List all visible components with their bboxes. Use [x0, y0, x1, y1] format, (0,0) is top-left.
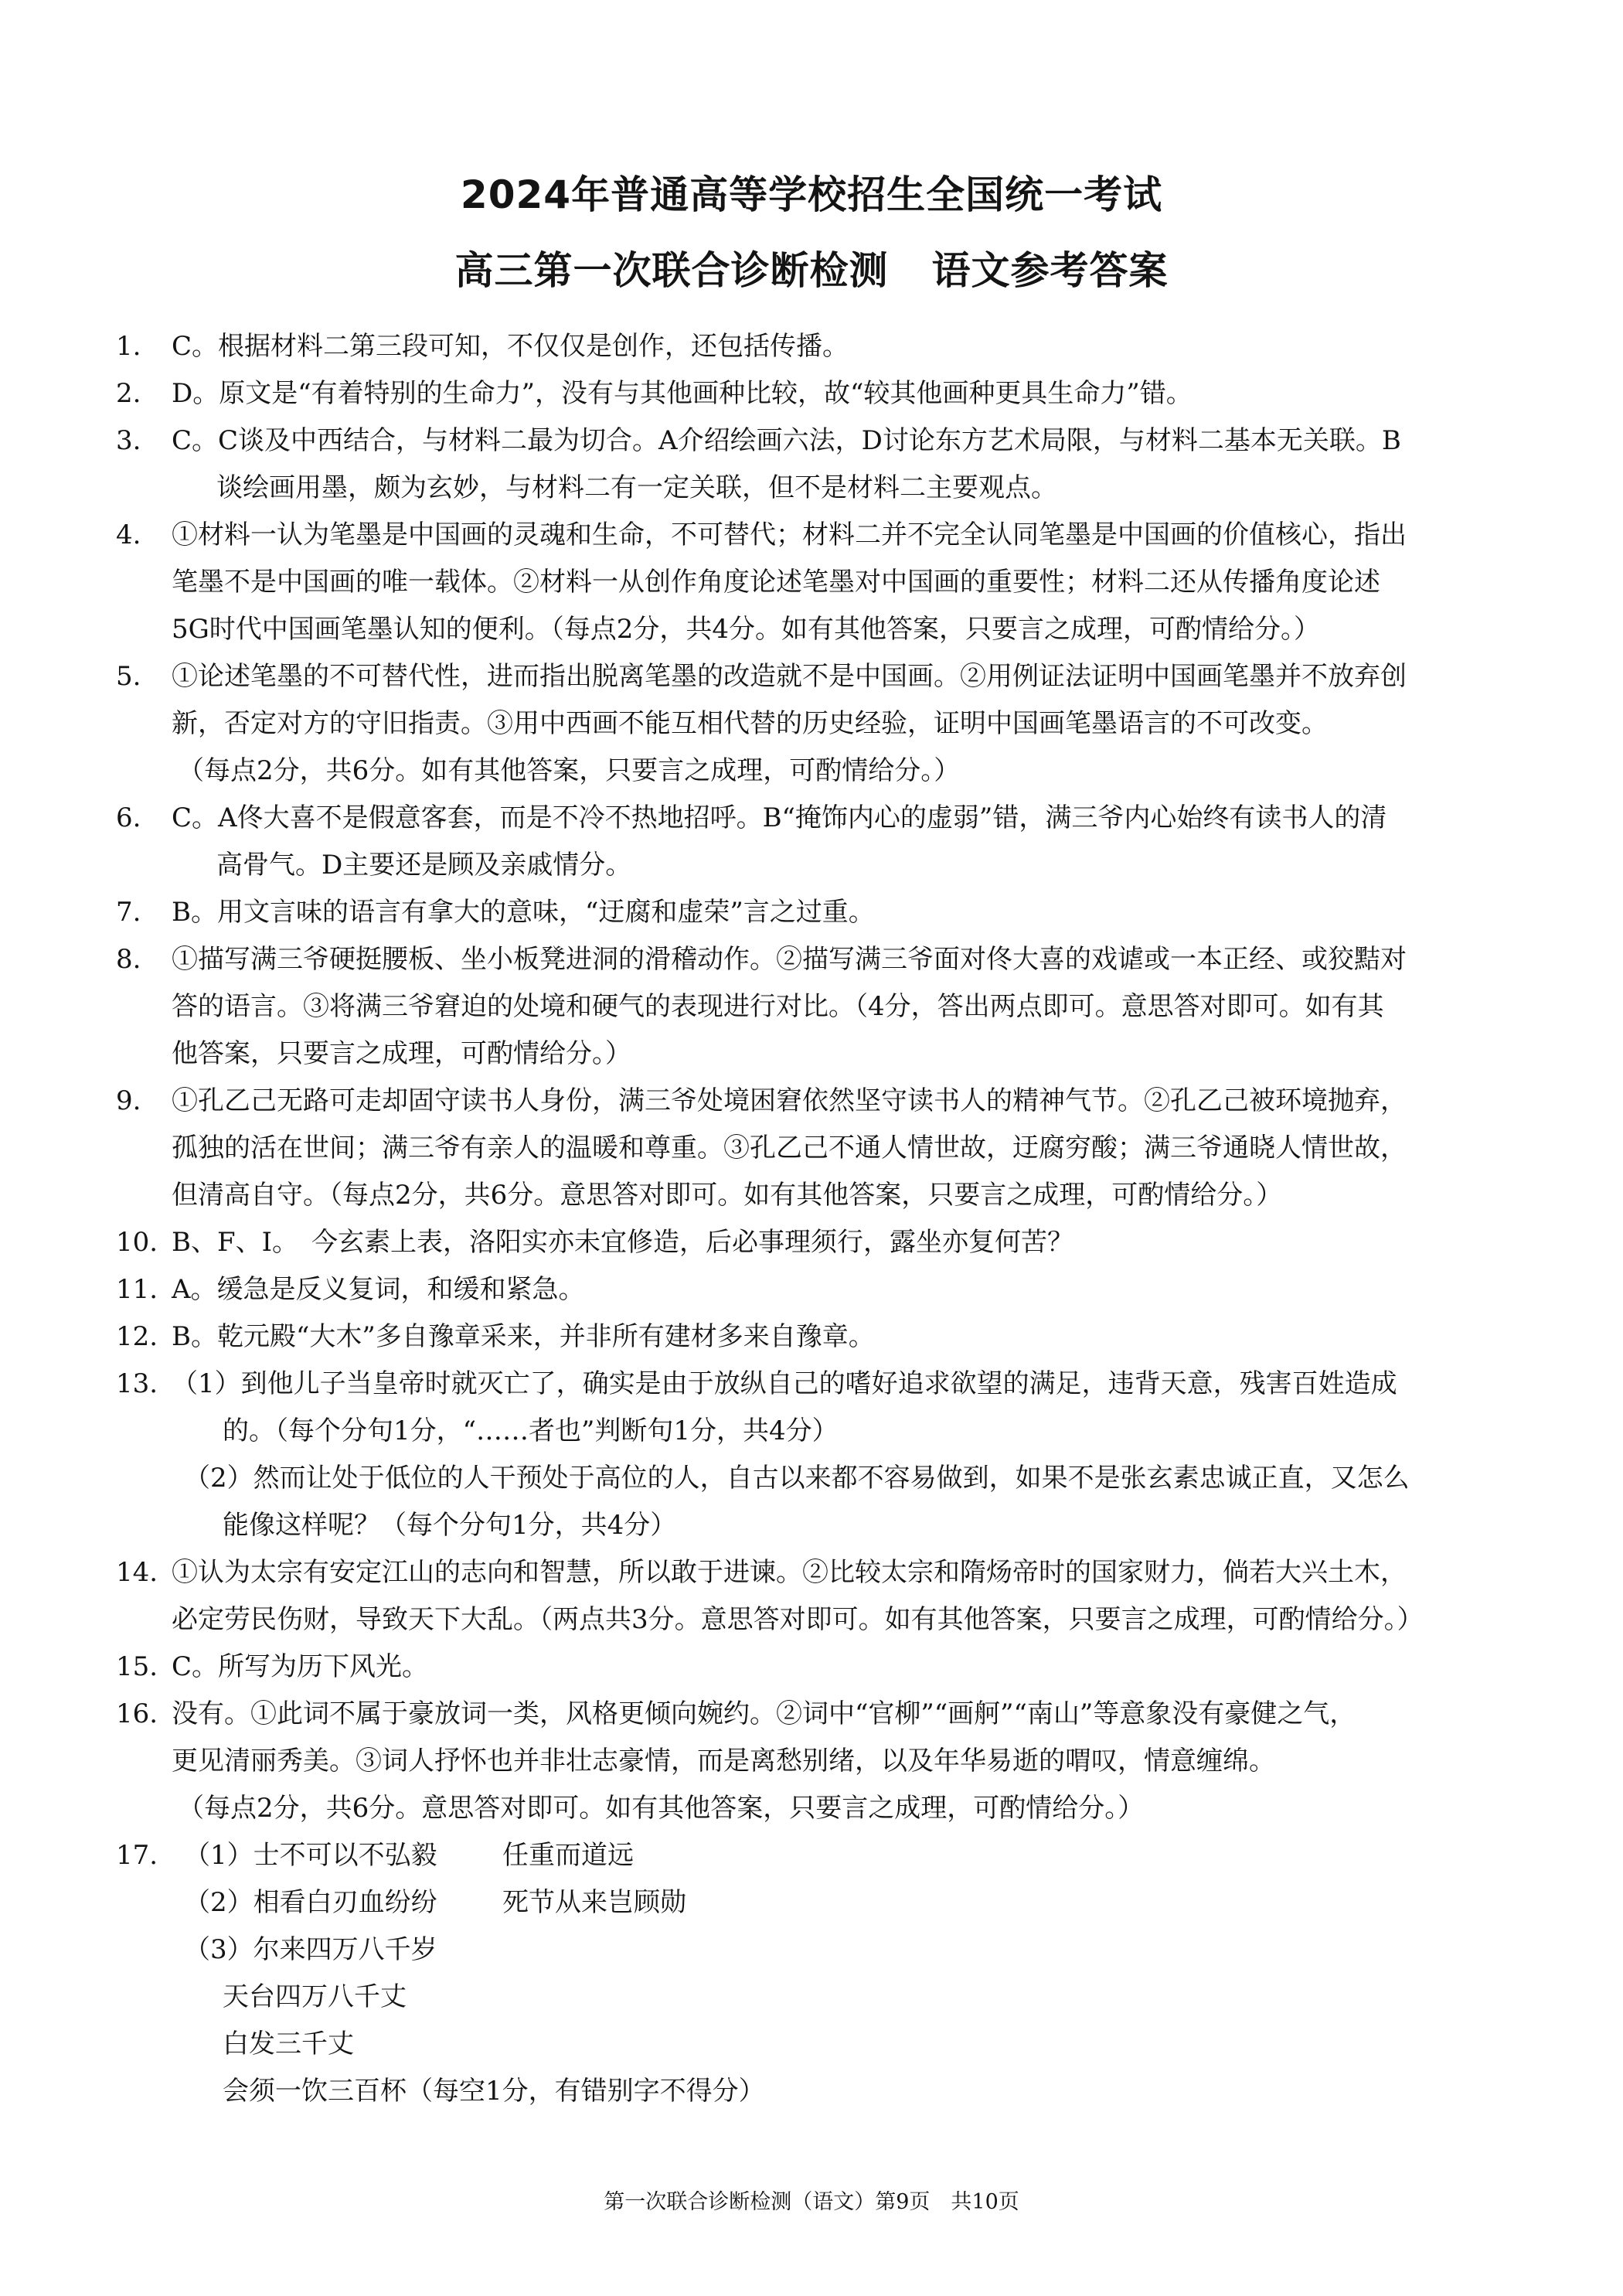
answer-text: B。乾元殿“大木”多自豫章采来，并非所有建材多来自豫章。 [172, 1321, 875, 1352]
poem-line: 死节从来岂顾勋 [502, 1887, 686, 1918]
answer-continuation [116, 1738, 1519, 1785]
scoring-note: （每点2分，共6分。如有其他答案，只要言之成理，可酌情给分。） [178, 755, 961, 786]
question-number: 7. [116, 897, 141, 928]
answer-item [116, 370, 1519, 417]
answer-item [116, 1266, 1519, 1313]
answer-item [116, 1078, 1519, 1125]
answer-text: 必定劳民伤财，导致天下大乱。（两点共3分。意思答对即可。如有其他答案，只要言之成理，可酌情给分。） [172, 1604, 1424, 1635]
answer-continuation [116, 1596, 1519, 1644]
question-number: 10. [116, 1227, 158, 1258]
exam-name: 高三第一次联合诊断检测 [454, 248, 889, 293]
answer-text: C。A佟大喜不是假意客套，而是不冷不热地招呼。B“掩饰内心的虚弱”错，满三爷内心始终有读书人的清 [172, 802, 1387, 833]
answer-text: D。原文是“有着特别的生命力”，没有与其他画种比较，故“较其他画种更具生命力”错。 [172, 378, 1193, 409]
page-footer: 第一次联合诊断检测（语文）第9页 共10页 [604, 2190, 1019, 2214]
answer-text: C。根据材料二第三段可知，不仅仅是创作，还包括传播。 [172, 331, 849, 362]
answer-continuation [116, 1030, 1519, 1078]
answer-continuation [116, 1974, 1519, 2021]
answer-continuation [116, 748, 1519, 795]
answer-item [116, 323, 1519, 370]
question-number: 15. [116, 1651, 158, 1682]
question-number: 6. [116, 802, 141, 833]
answer-item [116, 1644, 1519, 1691]
answer-item [116, 795, 1519, 842]
answer-continuation [116, 606, 1519, 653]
question-number: 13. [116, 1368, 158, 1399]
answer-continuation [116, 1879, 1519, 1926]
answer-text: ①材料一认为笔墨是中国画的灵魂和生命，不可替代；材料二并不完全认同笔墨是中国画的价值核心，指出 [172, 519, 1407, 550]
answer-continuation [116, 1785, 1519, 1832]
question-number: 1. [116, 331, 141, 362]
answer-text: 笔墨不是中国画的唯一载体。②材料一从创作角度论述笔墨对中国画的重要性；材料二还从传播角度论述 [172, 567, 1380, 598]
question-number: 2. [116, 378, 141, 409]
answer-text: （2）然而让处于低位的人干预处于高位的人，自古以来都不容易做到，如果不是张玄素忠诚正直，又怎么 [184, 1463, 1410, 1494]
answer-text: ①论述笔墨的不可替代性，进而指出脱离笔墨的改造就不是中国画。②用例证法证明中国画笔墨并不放弃创 [172, 661, 1407, 692]
answer-text: ①认为太宗有安定江山的志向和智慧，所以敢于进谏。②比较太宗和隋炀帝时的国家财力，倘若大兴土木， [172, 1557, 1407, 1588]
question-number: 9. [116, 1085, 141, 1116]
poem-line: 会须一饮三百杯（每空1分，有错别字不得分） [223, 2076, 765, 2107]
answer-item [116, 936, 1519, 983]
answer-text: C。C谈及中西结合，与材料二最为切合。A介绍绘画六法，D讨论东方艺术局限，与材料二基本无关联。B [172, 425, 1401, 456]
question-number: 4. [116, 519, 141, 550]
answer-item [116, 1549, 1519, 1596]
answer-key-label: 语文参考答案 [931, 248, 1169, 293]
answer-text: 没有。①此词不属于豪放词一类，风格更倾向婉约。②词中“官柳”“画舸”“南山”等意象没有豪健之气， [172, 1698, 1356, 1729]
answer-continuation [116, 2068, 1519, 2115]
answer-text: 但清高自守。（每点2分，共6分。意思答对即可。如有其他答案，只要言之成理，可酌情给分。） [172, 1180, 1283, 1211]
answer-item [116, 889, 1519, 936]
answer-continuation [116, 2021, 1519, 2068]
poem-line: （1）士不可以不弘毅 [184, 1840, 437, 1871]
answer-text: B、F、I。 今玄素上表，洛阳实亦未宜修造，后必事理须行，露坐亦复何苦？ [172, 1227, 1074, 1258]
question-number: 14. [116, 1557, 158, 1588]
answer-continuation [116, 1125, 1519, 1172]
document-subtitle [0, 240, 1623, 295]
question-number: 11. [116, 1274, 158, 1305]
answer-text: （1）到他儿子当皇帝时就灭亡了，确实是由于放纵自己的嗜好追求欲望的满足，违背天意，残害百姓造成 [172, 1368, 1397, 1399]
answer-text: ①描写满三爷硬挺腰板、坐小板凳进洞的滑稽动作。②描写满三爷面对佟大喜的戏谑或一本正经、或狡黠对 [172, 944, 1407, 975]
document-title: 2024年普通高等学校招生全国统一考试 [460, 172, 1163, 217]
answer-text: 能像这样呢？（每个分句1分，共4分） [223, 1510, 677, 1541]
answer-text: 更见清丽秀美。③词人抒怀也并非壮志豪情，而是离愁别绪，以及年华易逝的喟叹，情意缠绵。 [172, 1746, 1275, 1777]
answer-text: 5G时代中国画笔墨认知的便利。（每点2分，共4分。如有其他答案，只要言之成理，可酌情给分。） [172, 614, 1321, 645]
poem-line: （2）相看白刃血纷纷 [184, 1887, 437, 1918]
answer-item [116, 1691, 1519, 1738]
answer-text: 新，否定对方的守旧指责。③用中西画不能互相代替的历史经验，证明中国画笔墨语言的不可改变。 [172, 708, 1328, 739]
poem-line: 天台四万八千丈 [223, 1981, 407, 2012]
question-number: 5. [116, 661, 141, 692]
answer-continuation [116, 559, 1519, 606]
answer-continuation [116, 1455, 1519, 1502]
answer-continuation [116, 842, 1519, 889]
poem-line: 任重而道远 [502, 1840, 634, 1871]
answer-continuation [116, 465, 1519, 512]
answer-text: 他答案，只要言之成理，可酌情给分。） [172, 1038, 631, 1069]
answer-continuation [116, 1408, 1519, 1455]
answer-text: 答的语言。③将满三爷窘迫的处境和硬气的表现进行对比。（4分，答出两点即可。意思答对即可。如有其 [172, 991, 1384, 1022]
scoring-note: （每点2分，共6分。意思答对即可。如有其他答案，只要言之成理，可酌情给分。） [178, 1793, 1145, 1824]
answer-text: B。用文言味的语言有拿大的意味，“迂腐和虚荣”言之过重。 [172, 897, 875, 928]
answer-item [116, 1313, 1519, 1361]
answer-continuation [116, 983, 1519, 1030]
poem-line: （3）尔来四万八千岁 [184, 1934, 437, 1965]
answer-item [116, 653, 1519, 700]
answer-text: ①孔乙己无路可走却固守读书人身份，满三爷处境困窘依然坚守读书人的精神气节。②孔乙己被环境抛弃， [172, 1085, 1407, 1116]
answer-text: 孤独的活在世间；满三爷有亲人的温暖和尊重。③孔乙己不通人情世故，迂腐穷酸；满三爷通晓人情世故， [172, 1133, 1407, 1163]
question-number: 3. [116, 425, 141, 456]
answer-text: C。所写为历下风光。 [172, 1651, 429, 1682]
poem-line: 白发三千丈 [223, 2029, 354, 2059]
question-number: 12. [116, 1321, 158, 1352]
answer-list [116, 323, 1519, 2115]
answer-item [116, 512, 1519, 559]
answer-text: 的。（每个分句1分，“……者也”判断句1分，共4分） [223, 1415, 839, 1446]
answer-item [116, 1219, 1519, 1266]
answer-continuation [116, 1502, 1519, 1549]
answer-item [116, 1832, 1519, 1879]
question-number: 8. [116, 944, 141, 975]
answer-item [116, 417, 1519, 465]
answer-text: 谈绘画用墨，颇为玄妙，与材料二有一定关联，但不是材料二主要观点。 [216, 472, 1057, 503]
question-number: 16. [116, 1698, 158, 1729]
answer-continuation [116, 1172, 1519, 1219]
answer-item [116, 1361, 1519, 1408]
answer-continuation [116, 700, 1519, 748]
answer-text: 高骨气。D主要还是顾及亲戚情分。 [216, 850, 632, 881]
answer-text: A。缓急是反义复词，和缓和紧急。 [172, 1274, 585, 1305]
answer-continuation [116, 1926, 1519, 1974]
question-number: 17. [116, 1840, 158, 1871]
